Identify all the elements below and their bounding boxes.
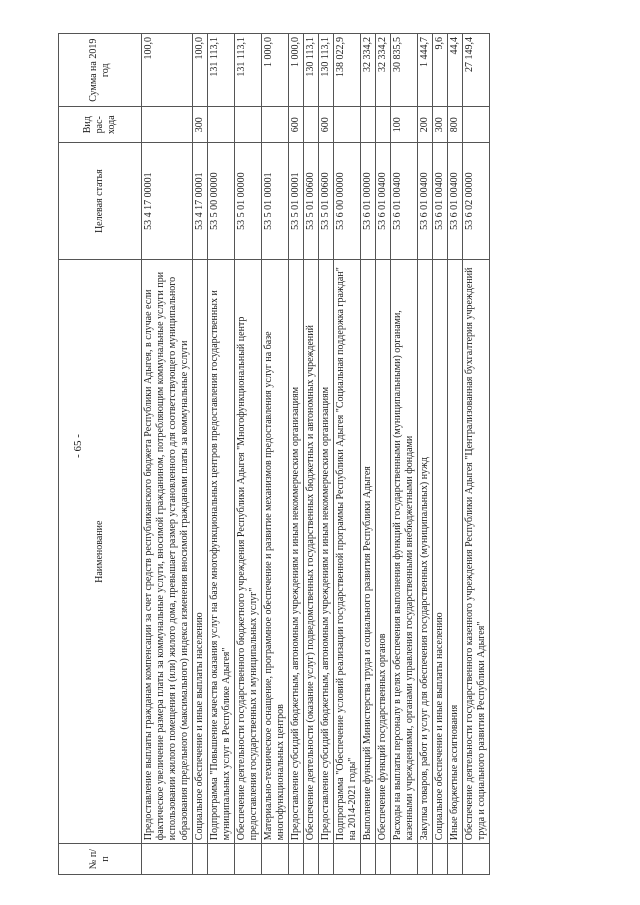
- cell-code: 53 6 02 00000: [463, 142, 490, 259]
- cell-code: 53 5 01 00001: [289, 142, 304, 259]
- cell-no: [193, 844, 208, 875]
- cell-name: Обеспечение деятельности государственного казенного учреждения Республики Адыгея "Централизованная бухгалтерия учреждений труда и социального развития Республики Адыгея": [463, 260, 490, 844]
- cell-name: Социальное обеспечение и иные выплаты населению: [193, 260, 208, 844]
- table-row: [433, 34, 448, 875]
- cell-no: [433, 844, 448, 875]
- cell-kind: [463, 107, 490, 143]
- cell-no: [463, 844, 490, 875]
- cell-code: 53 6 01 00400: [376, 142, 391, 259]
- cell-no: [376, 844, 391, 875]
- cell-name: Расходы на выплаты персоналу в целях обеспечения выполнения функций государственными (муниципальными) органами, казенными учреждениями, органами управления государственными внебюджетными фондами: [391, 260, 418, 844]
- cell-name: Предоставление субсидий бюджетным, автономным учреждениям и иным некоммерческим организациям: [289, 260, 304, 844]
- cell-name: Обеспечение деятельности (оказание услуг) подведомственных государственных бюджетных и автономных учреждений: [304, 260, 319, 844]
- table-row: [142, 34, 193, 875]
- cell-code: 53 6 01 00400: [418, 142, 433, 259]
- cell-no: [262, 844, 289, 875]
- header-no: № п/п: [59, 844, 142, 875]
- table-row: [289, 34, 304, 875]
- cell-sum: 1 000,0: [262, 34, 289, 107]
- cell-name: Материально-техническое оснащение, программное обеспечение и развитие механизмов предоставления услуг на базе многофункциональных центров: [262, 260, 289, 844]
- cell-no: [391, 844, 418, 875]
- cell-kind: [304, 107, 319, 143]
- cell-kind: 600: [319, 107, 334, 143]
- cell-no: [208, 844, 235, 875]
- table-row: [391, 34, 418, 875]
- cell-code: 53 5 01 00600: [304, 142, 319, 259]
- cell-kind: [142, 107, 193, 143]
- cell-no: [334, 844, 361, 875]
- table-row: [193, 34, 208, 875]
- cell-code: 53 6 01 00400: [448, 142, 463, 259]
- cell-kind: 300: [433, 107, 448, 143]
- cell-kind: [361, 107, 376, 143]
- cell-sum: 30 835,5: [391, 34, 418, 107]
- cell-kind: [208, 107, 235, 143]
- budget-table: [58, 33, 490, 875]
- cell-code: 53 5 01 00600: [319, 142, 334, 259]
- cell-name: Предоставление субсидий бюджетным, автономным учреждениям и иным некоммерческим организациям: [319, 260, 334, 844]
- table-row: [463, 34, 490, 875]
- cell-sum: 1 444,7: [418, 34, 433, 107]
- table-row: [235, 34, 262, 875]
- cell-name: Выполнение функций Министерства труда и социального развития Республики Адыгея: [361, 260, 376, 844]
- cell-no: [418, 844, 433, 875]
- cell-sum: 44,4: [448, 34, 463, 107]
- table-row: [448, 34, 463, 875]
- cell-code: 53 4 17 00001: [193, 142, 208, 259]
- cell-kind: 200: [418, 107, 433, 143]
- table-row: [418, 34, 433, 875]
- cell-name: Обеспечение деятельности государственного бюджетного учреждения Республики Адыгея "Многофункциональный центр предоставления государственных и муниципальных услуг": [235, 260, 262, 844]
- cell-code: 53 6 01 00400: [391, 142, 418, 259]
- cell-no: [142, 844, 193, 875]
- budget-table-sheet: [58, 33, 598, 875]
- cell-code: 53 4 17 00001: [142, 142, 193, 259]
- cell-sum: 1 000,0: [289, 34, 304, 107]
- cell-name: Предоставление выплаты гражданам компенсации за счет средств республиканского бюджета Республики Адыгея, в случае если фактическое увеличение размера платы за коммунальные услуги, вносимой гражданином, потребляющим коммунальные услуги при использовании жилого помещения и (или) жилого дома, превышает размер установленного для соответствующего муниципального образования предельного (максимального) индекса изменения вносимой гражданами платы за коммунальные услуги: [142, 260, 193, 844]
- cell-code: 53 6 01 00000: [361, 142, 376, 259]
- table-body: [142, 34, 490, 875]
- cell-code: 53 6 00 00000: [334, 142, 361, 259]
- cell-name: Подпрограмма "Повышение качества оказания услуг на базе многофункциональных центров предоставления государственных и муниципальных услуг в Республике Адыгея": [208, 260, 235, 844]
- cell-no: [361, 844, 376, 875]
- cell-no: [289, 844, 304, 875]
- cell-name: Иные бюджетные ассигнования: [448, 260, 463, 844]
- cell-code: 53 5 01 00000: [235, 142, 262, 259]
- cell-kind: [262, 107, 289, 143]
- cell-no: [319, 844, 334, 875]
- cell-name: Обеспечение функций государственных органов: [376, 260, 391, 844]
- cell-code: 53 6 01 00400: [433, 142, 448, 259]
- cell-sum: 138 022,9: [334, 34, 361, 107]
- cell-code: 53 5 01 00001: [262, 142, 289, 259]
- cell-sum: 100,0: [193, 34, 208, 107]
- cell-sum: 100,0: [142, 34, 193, 107]
- cell-sum: 9,6: [433, 34, 448, 107]
- table-header-row: [59, 34, 142, 875]
- cell-no: [448, 844, 463, 875]
- table-row: [376, 34, 391, 875]
- page-number: - 65 -: [71, 434, 84, 458]
- cell-kind: 800: [448, 107, 463, 143]
- table-row: [262, 34, 289, 875]
- cell-code: 53 5 00 00000: [208, 142, 235, 259]
- cell-kind: [376, 107, 391, 143]
- cell-sum: 27 149,4: [463, 34, 490, 107]
- table-row: [361, 34, 376, 875]
- table-row: [304, 34, 319, 875]
- cell-sum: 131 113,1: [208, 34, 235, 107]
- cell-no: [304, 844, 319, 875]
- cell-sum: 131 113,1: [235, 34, 262, 107]
- table-row: [208, 34, 235, 875]
- cell-sum: 130 113,1: [304, 34, 319, 107]
- cell-sum: 32 334,2: [376, 34, 391, 107]
- header-name: Наименование: [59, 260, 142, 844]
- cell-kind: [334, 107, 361, 143]
- cell-sum: 32 334,2: [361, 34, 376, 107]
- table-row: [319, 34, 334, 875]
- cell-kind: 600: [289, 107, 304, 143]
- cell-kind: 300: [193, 107, 208, 143]
- cell-name: Закупка товаров, работ и услуг для обеспечения государственных (муниципальных) нужд: [418, 260, 433, 844]
- cell-name: Социальное обеспечение и иные выплаты населению: [433, 260, 448, 844]
- table-row: [334, 34, 361, 875]
- header-sum: Сумма на 2019 год: [59, 34, 142, 107]
- cell-name: Подпрограмма "Обеспечение условий реализации государственной программы Республики Адыгея "Социальная поддержка граждан" на 2014-2021 годы": [334, 260, 361, 844]
- cell-no: [235, 844, 262, 875]
- cell-kind: [235, 107, 262, 143]
- header-code: Целевая статья: [59, 142, 142, 259]
- cell-kind: 100: [391, 107, 418, 143]
- cell-sum: 130 113,1: [319, 34, 334, 107]
- header-kind: Вид рас-хода: [59, 107, 142, 143]
